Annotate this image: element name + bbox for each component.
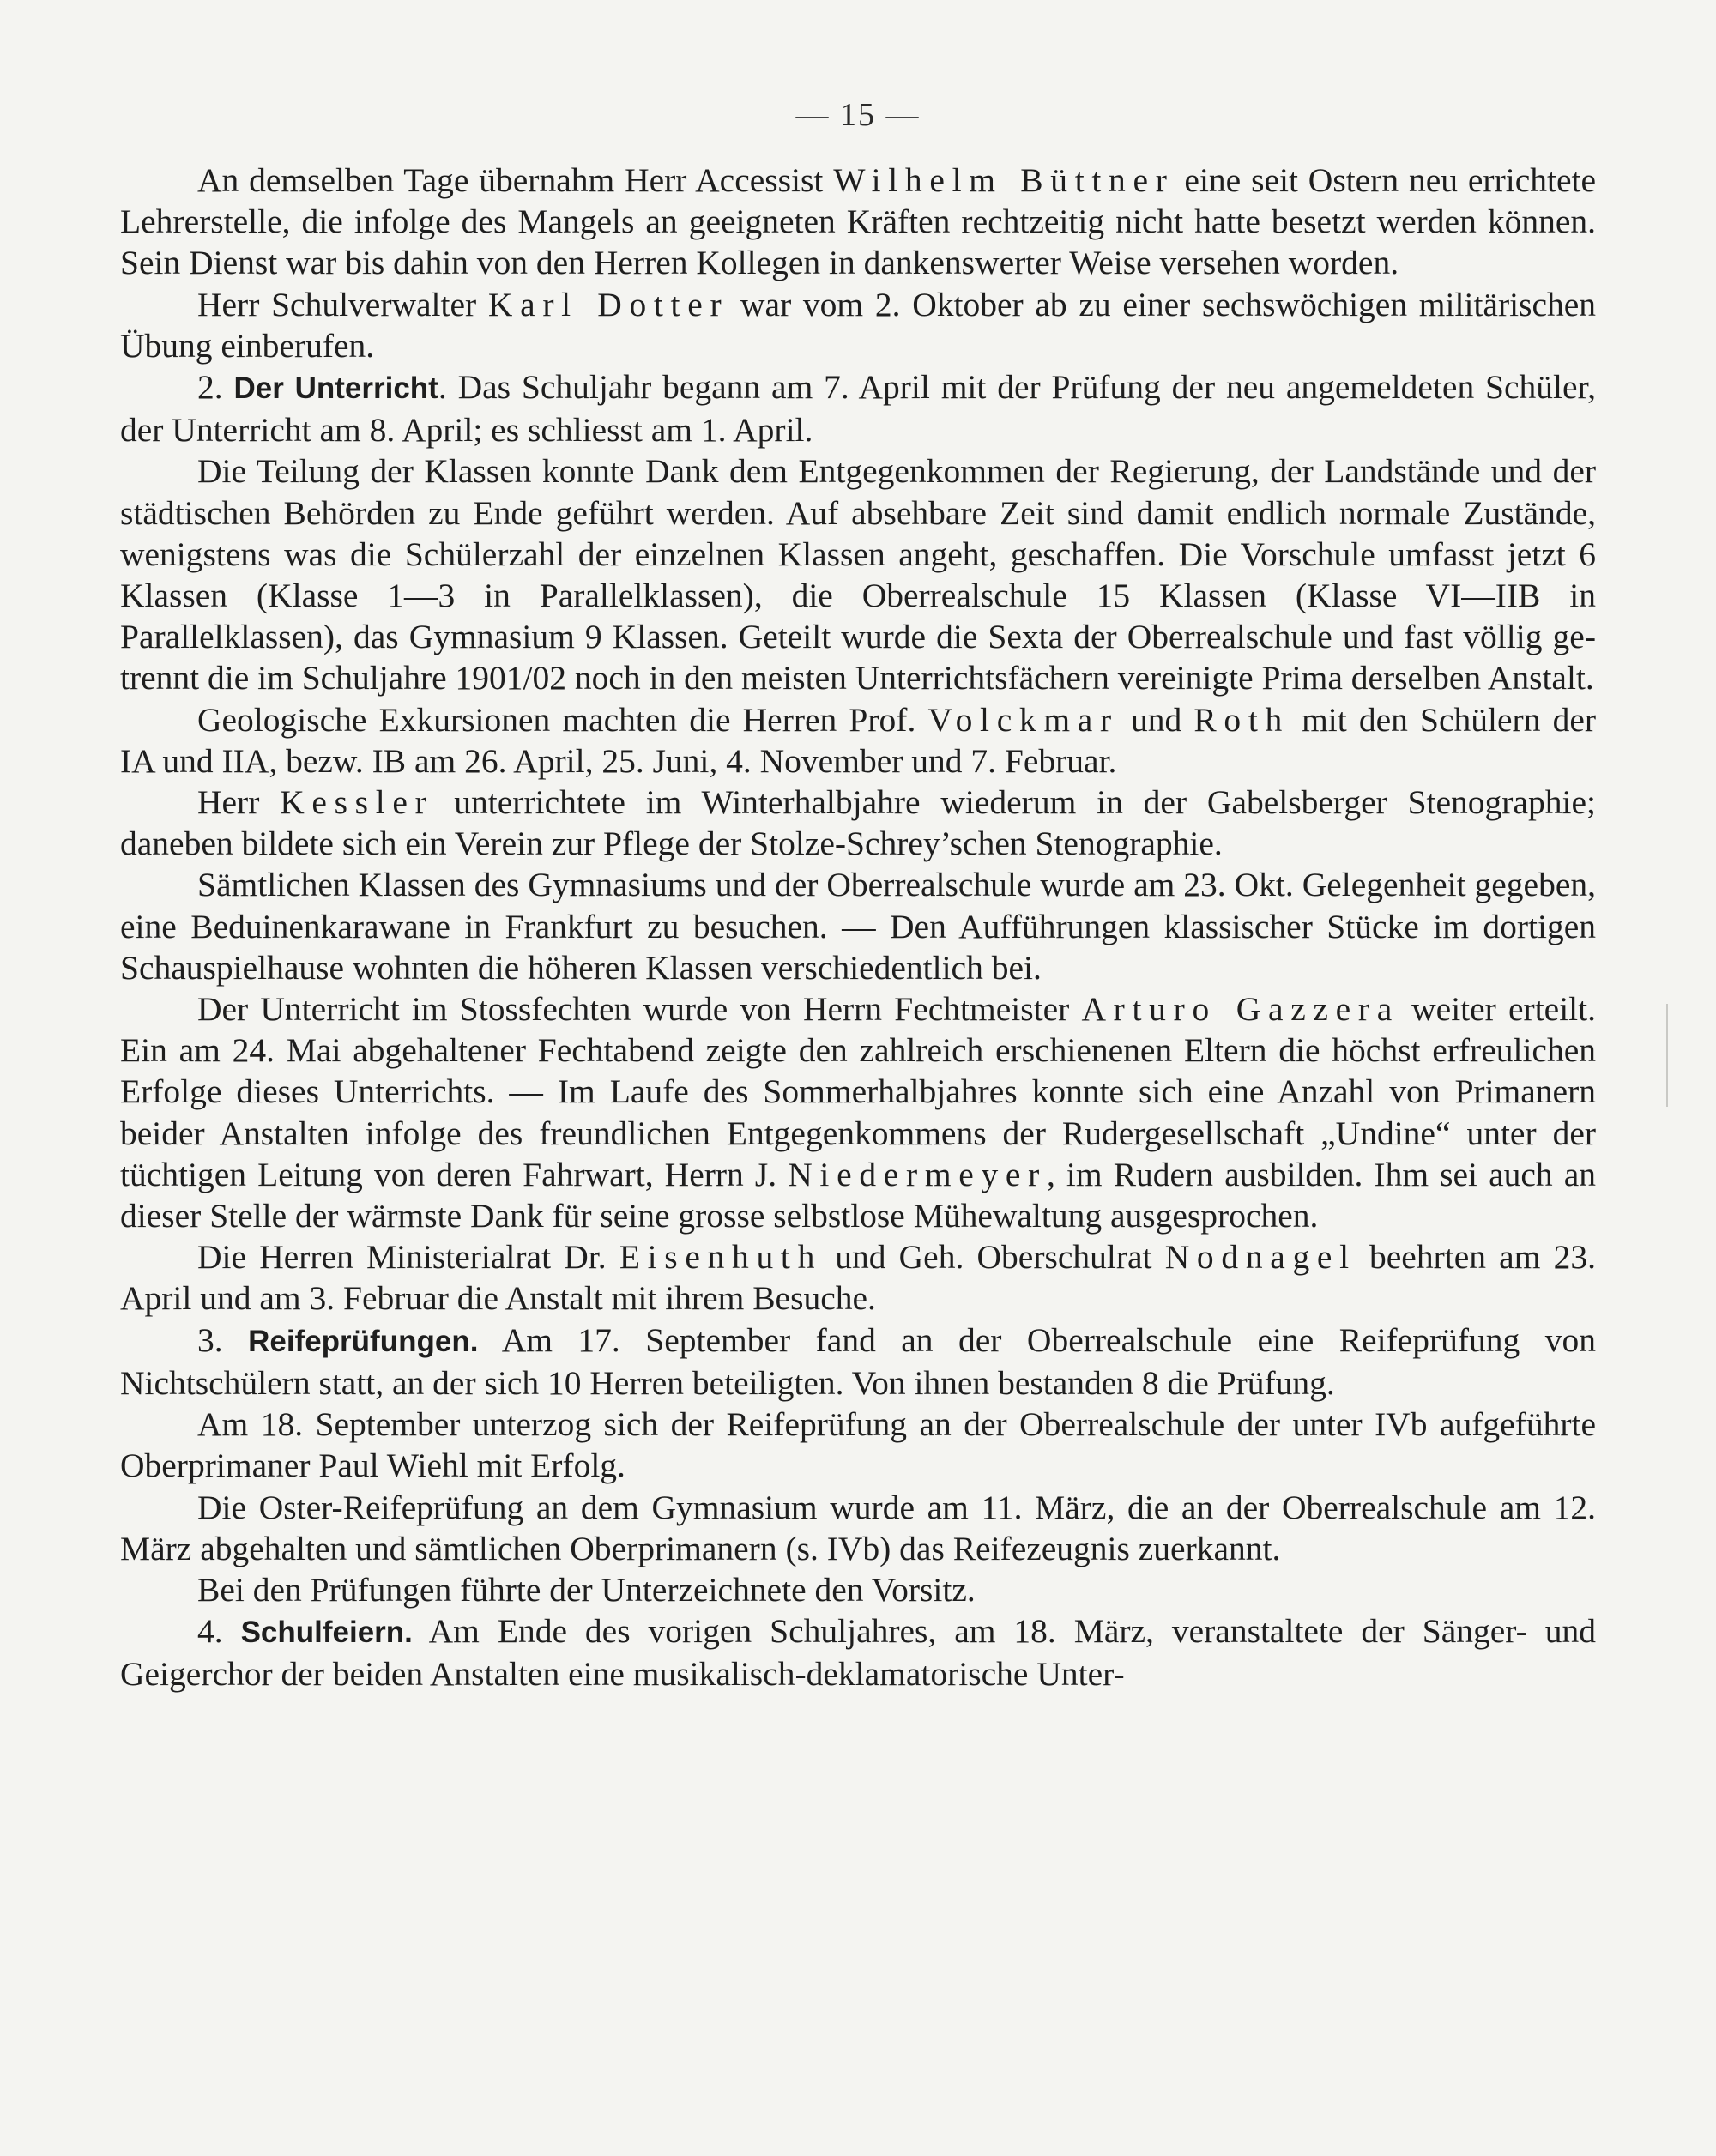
text-run: Am Ende des vorigen Schuljahres, am 18. März, veranstaltete der Sänger- und Geigerchor der beiden Anstalten eine musikalisch-deklamatorische Unter- (120, 1612, 1596, 1694)
text-run: 4. (197, 1612, 241, 1651)
text-run: . Das Schuljahr begann am 7. April mit der Prüfung der neu angemeldeten Schüler, der Unterricht am 8. April; es schliesst am 1. April. (120, 368, 1597, 450)
text-run: Der Unterricht im Stossfechten wurde von Herrn Fechtmeister (197, 990, 1082, 1029)
paragraph (120, 1610, 1596, 1694)
paragraph (120, 284, 1596, 366)
text-run: Geologische Exkursionen machten die Herren Prof. (197, 700, 928, 739)
spaced-name: Kessler (280, 783, 434, 822)
paragraph (120, 699, 1596, 782)
text-run: Am 18. September unterzog sich der Reifeprüfung an der Oberrealschule der unter IVb aufgeführte Oberprimaner Paul Wiehl mit Erfolg. (120, 1405, 1596, 1485)
text-run: Am 17. September fand an der Oberrealschule eine Reifeprüfung von Nichtschülern statt, an der sich 10 Herren beteiligten. Von ihnen bestanden 8 die Prüfung. (120, 1320, 1597, 1402)
section-heading: Reifeprüfungen. (248, 1324, 479, 1358)
text-run: eine seit Ostern neu errichtete Lehrerstelle, die infolge des Mangels an geeigneten Kräften rechtzeitig nicht hatte besetzt werden können. Sein Dienst war bis dahin von den Herren Kollegen in dankenswerter Weise versehen worden. (120, 161, 1596, 282)
spaced-name: Roth (1193, 700, 1290, 739)
text-run: unterrichtete im Winterhalbjahre wiederum in der Gabelsberger Stenographie; daneben bildete sich ein Verein zur Pflege der Stolze-Schrey’schen Stenographie. (120, 783, 1596, 863)
spaced-name: Karl Dotter (487, 285, 729, 323)
text-run: mit den Schülern der IA und IIA, bezw. IB am 26. April, 25. Juni, 4. November und 7. Februar. (120, 700, 1597, 780)
paragraph (120, 366, 1596, 450)
text-run: 2. (197, 368, 234, 407)
text-run: Sämtlichen Klassen des Gymnasiums und der Oberrealschule wurde am 23. Okt. Gelegenheit gegeben, eine Beduinenkarawane in Frankfurt zu besuchen. — Den Aufführungen klassischer Stücke im dortigen Schauspielhause wohnten die höheren Klassen verschiedentlich bei. (120, 866, 1596, 987)
page-number: — 15 — (795, 97, 921, 133)
section-heading: Schulfeiern. (240, 1615, 413, 1650)
text-run: An demselben Tage übernahm Herr Accessist (197, 161, 834, 199)
paragraph (120, 1236, 1596, 1319)
document-body (120, 160, 1596, 1695)
text-run: und (1118, 700, 1194, 739)
text-run: , im Rudern ausbilden. Ihm sei auch an dieser Stelle der wärmste Dank für seine grosse selbstlose Mühewaltung ausgesprochen. (120, 1155, 1597, 1235)
spaced-name: Wilhelm Büttner (833, 161, 1175, 199)
spaced-name: Niedermeyer (788, 1155, 1047, 1193)
paragraph (120, 1404, 1596, 1486)
text-run: 3. (197, 1320, 249, 1359)
text-run: Bei den Prüfungen führte der Unterzeichnete den Vorsitz. (197, 1570, 976, 1609)
paragraph (120, 988, 1596, 1236)
text-run: Die Oster-Reifeprüfung an dem Gymnasium wurde am 11. März, die an der Oberrealschule am 12. März abgehalten und sämtlichen Oberprimanern (s. IVb) das Reifezeugnis zuerkannt. (120, 1488, 1596, 1567)
spaced-name: Volckmar (927, 700, 1119, 739)
text-run: war vom 2. Oktober ab zu einer sechswöchigen militärischen Übung einberufen. (120, 285, 1597, 365)
paragraph (120, 864, 1596, 988)
text-run: Herr Schulverwalter (197, 285, 488, 323)
section-heading: Der Unterricht (233, 371, 438, 406)
spaced-name: Nodnagel (1164, 1238, 1356, 1277)
text-run: Herr (197, 783, 281, 822)
paragraph (120, 782, 1596, 864)
text-run: weiter erteilt. Ein am 24. Mai abgehaltener Fechtabend zeigte den zahlreich erschienenen Eltern die höchst erfreulichen Erfolge dieses Unterrichts. — Im Laufe des Sommerhalbjahres konnte sich eine Anzahl von Primanern beider Anstalten infolge des freundlichen Entgegenkommens der Rudergesellschaft „Undine“ unter der tüchtigen Leitung von deren Fahrwart, Herrn J. (120, 990, 1596, 1193)
paragraph (120, 1320, 1596, 1404)
paragraph (120, 1487, 1596, 1569)
paragraph (120, 450, 1596, 698)
text-run: Die Herren Ministerialrat Dr. (197, 1238, 619, 1277)
text-run: und Geh. Oberschulrat (822, 1238, 1165, 1277)
paragraph (120, 1569, 1596, 1610)
spaced-name: Arturo Gazzera (1081, 990, 1399, 1029)
spaced-name: Eisenhuth (619, 1238, 823, 1277)
paragraph (120, 160, 1596, 284)
text-run: Die Teilung der Klassen konnte Dank dem Entgegenkommen der Regierung, der Landstände und der städtischen Behörden zu Ende geführt werden. Auf absehbare Zeit sind damit endlich normale Zustände, wenigstens was die Schülerzahl der einzelnen Klassen angeht, geschaffen. Die Vorschule umfasst jetzt 6 Klassen (Klasse 1—3 in Parallelklassen), die Oberrealschule 15 Klassen (Klasse VI—IIB in Parallelklassen), das Gymnasium 9 Klassen. Geteilt wurde die Sexta der Oberrealschule und fast völlig getrennt die im Schuljahre 1901/02 noch in den meisten Unterrichtsfächern vereinigte Prima derselben Anstalt. (120, 452, 1596, 698)
bleed-through-mark (1666, 1004, 1668, 1107)
text-run: beehrten am 23. April und am 3. Februar die Anstalt mit ihrem Besuche. (120, 1238, 1596, 1318)
